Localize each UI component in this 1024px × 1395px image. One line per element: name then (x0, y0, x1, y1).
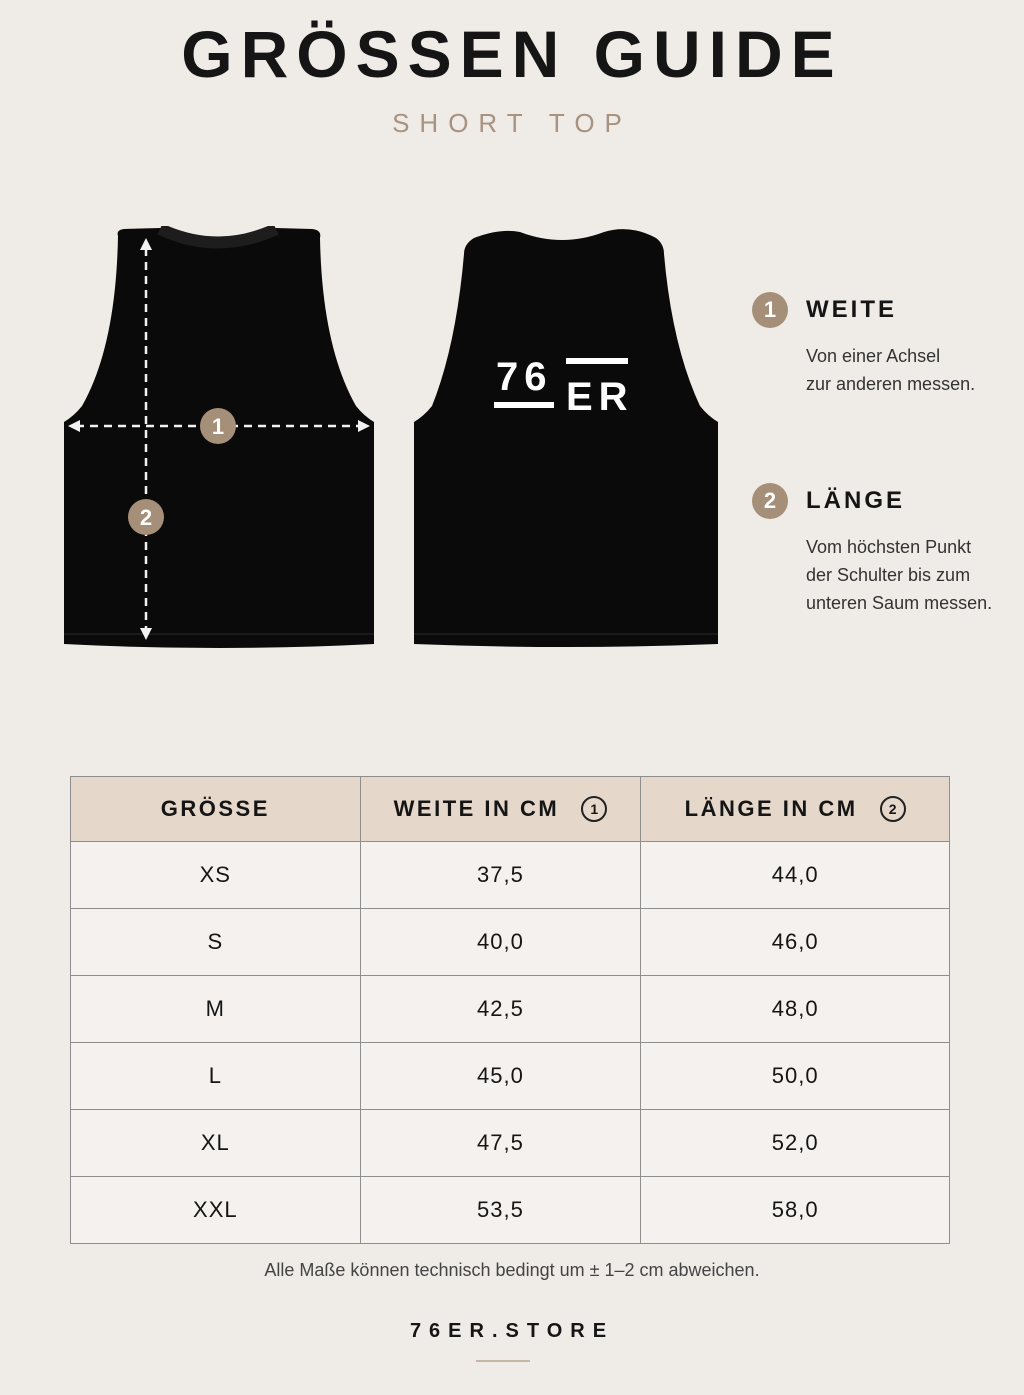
cell-width: 37,5 (360, 842, 641, 909)
legend-badge: 2 (752, 483, 788, 519)
tolerance-note: Alle Maße können technisch bedingt um ± 1–2 cm abweichen. (264, 1260, 760, 1280)
header-size (71, 777, 361, 842)
cell-length: 52,0 (641, 1110, 950, 1177)
cell-length: 44,0 (641, 842, 950, 909)
back-shirt-image (410, 226, 722, 650)
header-width (360, 777, 641, 842)
legend-width (752, 292, 975, 398)
header-marker: 1 (581, 796, 607, 822)
footer-divider (476, 1360, 530, 1362)
cell-width: 40,0 (360, 909, 641, 976)
legend-description: Vom höchsten Punkt der Schulter bis zum unteren Saum messen. (806, 537, 993, 613)
cell-width: 45,0 (360, 1043, 641, 1110)
table-row (71, 1177, 950, 1244)
page-title: GRÖSSEN GUIDE (181, 17, 843, 91)
table-row (71, 976, 950, 1043)
length-marker: 2 (139, 505, 153, 530)
cell-size: XXL (71, 1177, 361, 1244)
back-logo-top: 76 (496, 355, 553, 399)
cell-size: S (71, 909, 361, 976)
cell-length: 50,0 (641, 1043, 950, 1110)
back-logo-bottom: ER (566, 375, 634, 419)
width-marker: 1 (211, 414, 225, 439)
product-subtitle: SHORT TOP (392, 108, 632, 138)
header-label: LÄNGE IN CM (684, 796, 858, 821)
table-row (71, 1043, 950, 1110)
cell-size: XL (71, 1110, 361, 1177)
cell-width: 42,5 (360, 976, 641, 1043)
cell-size: M (71, 976, 361, 1043)
legend-title: WEITE (806, 296, 897, 323)
cell-width: 53,5 (360, 1177, 641, 1244)
store-name: 76ER.STORE (409, 1320, 615, 1342)
table-row (71, 909, 950, 976)
front-shirt-image (60, 226, 378, 656)
header-marker: 2 (880, 796, 906, 822)
cell-size: XS (71, 842, 361, 909)
legend-title: LÄNGE (806, 487, 905, 514)
cell-length: 48,0 (641, 976, 950, 1043)
legend-length (752, 483, 992, 617)
cell-size: L (71, 1043, 361, 1110)
size-table (70, 776, 950, 1244)
table-row (71, 1110, 950, 1177)
header-length (641, 777, 950, 842)
table-row (71, 842, 950, 909)
cell-width: 47,5 (360, 1110, 641, 1177)
cell-length: 46,0 (641, 909, 950, 976)
header-label: GRÖSSE (160, 796, 270, 821)
legend-description: Von einer Achsel zur anderen messen. (806, 346, 976, 394)
header-label: WEITE IN CM (393, 796, 560, 821)
legend-badge: 1 (752, 292, 788, 328)
cell-length: 58,0 (641, 1177, 950, 1244)
table-header-row (71, 777, 950, 842)
